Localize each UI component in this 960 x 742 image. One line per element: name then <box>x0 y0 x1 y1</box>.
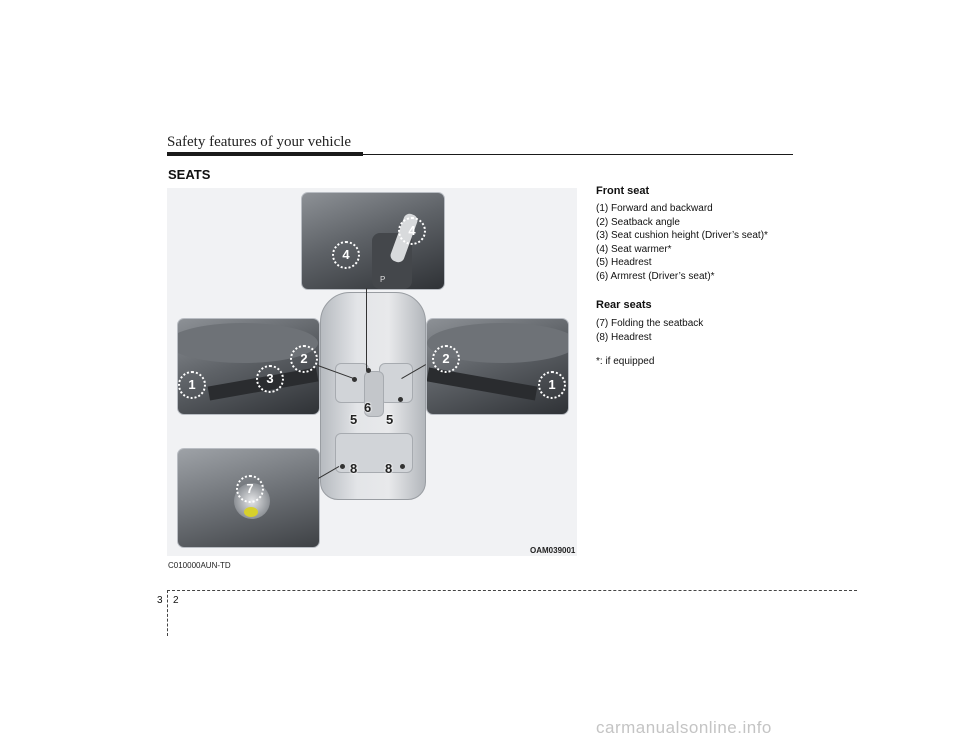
callout-4-right: 4 <box>398 217 426 245</box>
footer-divider <box>167 590 857 591</box>
front-seat-list <box>596 202 816 283</box>
rear-headrest-marker <box>340 464 345 469</box>
rear-seats-heading: Rear seats <box>596 299 652 311</box>
front-seat-item: (6) Armrest (Driver’s seat)* <box>596 270 715 282</box>
callout-2-left: 2 <box>290 345 318 373</box>
callout-1-right: 1 <box>538 371 566 399</box>
title-underline-thin <box>363 154 793 155</box>
callout-7: 7 <box>236 475 264 503</box>
chapter-title: Safety features of your vehicle <box>167 134 352 150</box>
document-code: C010000AUN-TD <box>168 561 231 570</box>
chapter-number: 3 <box>157 595 163 606</box>
driver-seat-controls-panel <box>177 318 320 415</box>
front-seat-item: (2) Seatback angle <box>596 216 680 228</box>
front-seat-item: (3) Seat cushion height (Driver’s seat)* <box>596 230 768 241</box>
figure-code: OAM039001 <box>530 546 576 555</box>
callout-5-right: 5 <box>386 412 394 427</box>
page-number: 2 <box>173 595 179 606</box>
callout-4-left: 4 <box>332 241 360 269</box>
title-underline-thick <box>167 152 363 156</box>
leader-line <box>366 288 367 370</box>
callout-1-left: 1 <box>178 371 206 399</box>
front-seat-item: (1) Forward and backward <box>596 203 713 214</box>
callout-8-right: 8 <box>385 461 393 476</box>
front-seat-heading: Front seat <box>596 185 650 197</box>
rear-seats-list <box>596 317 816 344</box>
footnote: *: if equipped <box>596 356 655 367</box>
callout-5-left: 5 <box>350 412 358 427</box>
passenger-seat-controls-panel <box>426 318 569 415</box>
front-seat-item: (5) Headrest <box>596 257 652 268</box>
footer-vertical-divider <box>167 590 168 636</box>
seat-warmer-panel: P 4 4 <box>301 192 445 290</box>
front-seat-item: (4) Seat warmer* <box>596 243 672 255</box>
rear-seat-fold-panel <box>177 448 320 548</box>
rear-seat-item: (7) Folding the seatback <box>596 318 704 329</box>
section-title: SEATS <box>168 167 211 182</box>
rear-seat-item: (8) Headrest <box>596 331 652 343</box>
callout-2-right: 2 <box>432 345 460 373</box>
rear-headrest-marker <box>400 464 405 469</box>
callout-3: 3 <box>256 365 284 393</box>
watermark: carmanualsonline.info <box>596 718 772 737</box>
callout-6: 6 <box>364 400 372 415</box>
callout-8-left: 8 <box>350 461 358 476</box>
headrest-marker <box>398 397 403 402</box>
